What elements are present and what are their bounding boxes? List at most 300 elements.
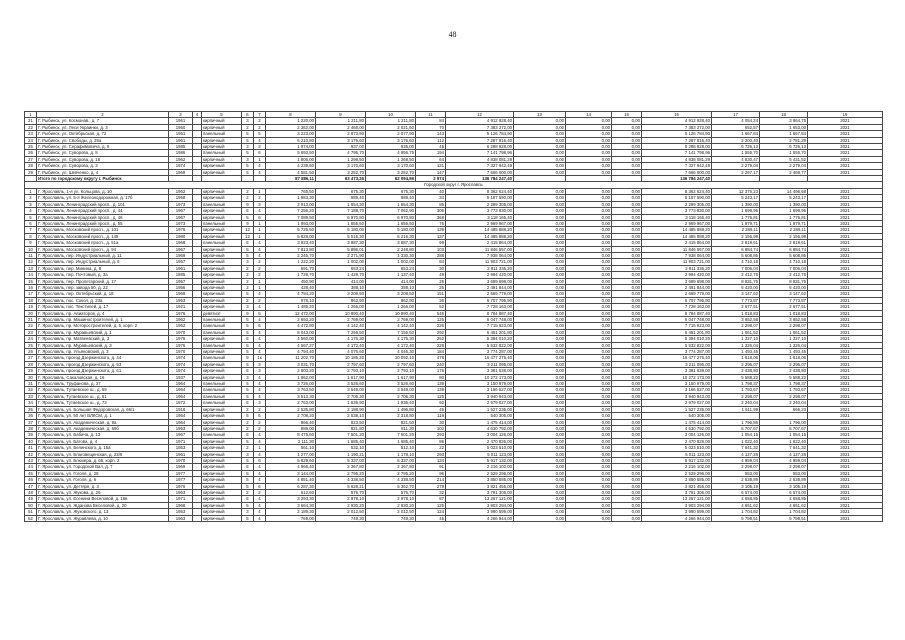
table-cell: 22 (416, 445, 446, 451)
table-cell: 2021 (808, 227, 883, 233)
table-cell: 2 (242, 284, 254, 290)
table-cell: 1 493,45 (712, 349, 760, 355)
table-cell: Г. Ярославль, проезд Дзержинского, д. 61 (37, 368, 169, 374)
table-cell: 0,00 (612, 451, 642, 457)
table-cell: 5 (254, 310, 266, 316)
table-cell: 0,00 (566, 150, 612, 156)
table-cell: 1967 (169, 208, 193, 214)
table-cell: 125 (416, 502, 446, 508)
table-cell: 1953 (169, 297, 193, 303)
table-cell: 1967 (169, 246, 193, 252)
table-cell: 1961 (169, 118, 193, 124)
table-cell: 823,50 (316, 419, 366, 425)
table-cell: 2021 (808, 336, 883, 342)
table-cell: 5 799,51 (712, 515, 760, 521)
table-cell: 2021 (808, 272, 883, 278)
table-cell: Г. Ярославль, проезд Дзержинского, д. 53 (37, 361, 169, 367)
table-cell: 2 200,40 (712, 137, 760, 143)
table-cell: 5 588,22 (760, 374, 808, 380)
table-cell: 5 532 822,00 (642, 342, 712, 348)
table-cell: 1 654,30 (366, 201, 416, 207)
table-cell: 5 011 123,00 (446, 451, 514, 457)
table-cell: 2 797,60 (316, 361, 366, 367)
table-cell: кирпичный (202, 470, 242, 476)
table-cell: 0,00 (514, 272, 566, 278)
table-cell: 1 220,00 (266, 118, 316, 124)
table-cell: 0,00 (566, 317, 612, 323)
table-cell: 4 956,75 (366, 150, 416, 156)
table-cell: 49 (416, 272, 446, 278)
table-cell: 4 266 944,00 (446, 515, 514, 521)
table-cell: 3 549,00 (366, 387, 416, 393)
table-cell: 5 337,00 (316, 457, 366, 463)
table-cell: 176 (416, 368, 446, 374)
table-cell: 12 472,00 (266, 310, 316, 316)
table-cell: 0,00 (612, 393, 642, 399)
table-cell: 0,00 (612, 419, 642, 425)
table-cell: 0,00 (514, 438, 566, 444)
table-cell: 4 076,60 (316, 349, 366, 355)
table-cell: 2 412,75 (760, 272, 808, 278)
table-cell: 0,00 (514, 124, 566, 130)
table-cell: кирпичный (202, 406, 242, 412)
table-cell: 5 (242, 393, 254, 399)
table-cell: Г. Ярославль, пр. Матвеевский, д. 3 (37, 336, 169, 342)
table-cell: 0,00 (566, 438, 612, 444)
table-cell: 240 (416, 361, 446, 367)
table-cell: 1 729,70 (266, 272, 316, 278)
table-cell: кирпичный (202, 336, 242, 342)
table-cell: 2 763,00 (266, 400, 316, 406)
table-cell: 5 216,30 (366, 233, 416, 239)
table-cell: 1 496,80 (366, 406, 416, 412)
table-cell: 3 144,00 (266, 470, 316, 476)
table-cell: 51 (25, 509, 37, 515)
table-cell: 2 156,99 (760, 233, 808, 239)
table-cell: 4 (254, 304, 266, 310)
table-cell: 103 (416, 246, 446, 252)
table-cell: 39 (25, 432, 37, 438)
table-cell: 4 142,40 (316, 323, 366, 329)
table-cell: 0,00 (612, 445, 642, 451)
table-cell: 0,00 (612, 515, 642, 521)
table-cell: 13 (25, 265, 37, 271)
table-cell: 675,30 (316, 188, 366, 194)
table-cell: 4 (254, 329, 266, 335)
table-cell: 2021 (808, 246, 883, 252)
table-cell: 0,00 (566, 515, 612, 521)
table-cell: 2 298,07 (712, 464, 760, 470)
table-cell: 512,10 (366, 445, 416, 451)
table-cell: 38 (25, 425, 37, 431)
table-cell: 2 216 102,00 (446, 464, 514, 470)
table-cell: 4 710,19 (712, 259, 760, 265)
table-cell: 3 773 830,00 (642, 208, 712, 214)
table-cell: 1к (254, 355, 266, 361)
table-cell: 2 (254, 195, 266, 201)
table-cell: 2021 (808, 118, 883, 124)
table-cell: 5 (242, 502, 254, 508)
table-cell: 5 (242, 214, 254, 220)
table-cell: 1 190,21 (316, 451, 366, 457)
table-cell: 6 726,13 (712, 144, 760, 150)
table-cell: 0,00 (612, 278, 642, 284)
table-cell: 989,40 (366, 195, 416, 201)
table-cell: кирпичный (202, 438, 242, 444)
table-cell: 0,00 (514, 445, 566, 451)
table-cell: 2 994 420,00 (642, 272, 712, 278)
table-cell: 5 (254, 131, 266, 137)
table-cell: 0,00 (514, 419, 566, 425)
table-cell: 84 (416, 118, 446, 124)
table-cell: 0,00 (566, 419, 612, 425)
table-cell: 2 289,11 (760, 227, 808, 233)
table-cell: 7 641,32 (712, 445, 760, 451)
table-cell: 1962 (169, 188, 193, 194)
table-cell: 0,00 (566, 361, 612, 367)
table-cell: 0,00 (612, 304, 642, 310)
table-cell: 1976 (169, 342, 193, 348)
table-cell: кирпичный (202, 483, 242, 489)
table-cell: Г. Ярославль, ул. Блюхера, д. 66, корп. 2 (37, 457, 169, 463)
table-cell: кирпичный (202, 188, 242, 194)
table-cell: 1 054,15 (760, 432, 808, 438)
table-cell: 5 (242, 169, 254, 175)
table-cell: 226 (416, 323, 446, 329)
table-cell: 0,00 (612, 144, 642, 150)
table-cell: 2 795,20 (316, 470, 366, 476)
table-cell: 5 (242, 432, 254, 438)
table-cell: 1 635,90 (316, 400, 366, 406)
table-cell: 3 (242, 509, 254, 515)
table-cell: 6 707 795,90 (642, 297, 712, 303)
table-cell: 0,00 (612, 124, 642, 130)
table-cell: 2021 (808, 355, 883, 361)
table-cell: 1 618,06 (760, 355, 808, 361)
table-cell: 5 187 590,00 (446, 195, 514, 201)
table-cell: 0,00 (612, 297, 642, 303)
table-cell: 1973 (169, 201, 193, 207)
table-cell: Г. Ярославль, Ленинградский просп., д. 44 (37, 208, 169, 214)
table-cell: 2 978,10 (316, 496, 366, 502)
table-cell: 2 267,17 (712, 169, 760, 175)
table-cell: 1 390,00 (712, 201, 760, 207)
table-cell: 1 935,40 (366, 400, 416, 406)
table-row (25, 515, 883, 521)
table-cell: 4 338,50 (316, 477, 366, 483)
table-cell: 1950 (169, 124, 193, 130)
table-cell: кирпичный (202, 272, 242, 278)
table-cell: 2021 (808, 470, 883, 476)
table-cell: 1 983,30 (266, 195, 316, 201)
table-cell: 2 (242, 297, 254, 303)
table-cell: 3 864,75 (760, 118, 808, 124)
table-cell: 2 979 027,00 (642, 400, 712, 406)
table-cell: 0,00 (514, 355, 566, 361)
table-cell: 7 089,50 (266, 214, 316, 220)
table-cell: 0,00 (612, 195, 642, 201)
table-cell: 1973 (169, 220, 193, 226)
table-cell: 0,00 (566, 489, 612, 495)
table-cell: 1986 (169, 150, 193, 156)
table-cell: кирпичный (202, 144, 242, 150)
table-cell: 3 252,70 (366, 169, 416, 175)
table-cell: 1 655,50 (366, 220, 416, 226)
table-cell: 9 (242, 201, 254, 207)
table-cell: 0,00 (566, 214, 612, 220)
table-cell: 42 (25, 451, 37, 457)
table-cell: 2 793,10 (366, 368, 416, 374)
table-cell: кирпичный (202, 169, 242, 175)
table-cell: 1 806,00 (266, 156, 316, 162)
table-cell: 87 (416, 496, 446, 502)
table-cell: 0,00 (612, 483, 642, 489)
table-cell: 0,00 (514, 349, 566, 355)
table-cell: Г. Ярославль, ул. Жукова, д. 26 (37, 489, 169, 495)
table-cell: 0,00 (514, 368, 566, 374)
table-cell: 5 (242, 336, 254, 342)
table-cell: 4 959,04 (760, 457, 808, 463)
table-cell: 414,00 (316, 278, 366, 284)
table-cell: 14 485 888,20 (446, 227, 514, 233)
table-cell: Г. Ярославль, Ленинградский просп., д. 46 (37, 214, 169, 220)
table-cell: 1 (254, 284, 266, 290)
table-cell: 0,00 (612, 227, 642, 233)
table-cell: 7 327 942,49 (446, 163, 514, 169)
table-cell: 540 305,00 (446, 413, 514, 419)
table-cell: 2 (254, 124, 266, 130)
table-cell: 1 793,67 (712, 387, 760, 393)
table-cell: 2 470 826,00 (446, 438, 514, 444)
table-cell: 1969 (169, 464, 193, 470)
table-cell: Г. Ярославль, проезд Дзержинского, д. 44 (37, 355, 169, 361)
table-cell: 2 (254, 259, 266, 265)
table-cell: 7 188,70 (316, 208, 366, 214)
table-cell: 0,00 (612, 284, 642, 290)
table-cell: 0,00 (612, 188, 642, 194)
table-cell: 2 677,51 (760, 304, 808, 310)
table-cell: 1 327,10 (712, 336, 760, 342)
table-cell: 0,00 (612, 368, 642, 374)
table-cell: 4 172,40 (366, 342, 416, 348)
table-cell: 136 784 247,40 (446, 176, 514, 182)
table-cell: Г. Рыбинск, ул. Суворова, д. 8 (37, 150, 169, 156)
table-cell: 1985 (169, 144, 193, 150)
table-cell: 2 240,04 (712, 400, 760, 406)
page-number: 48 (448, 30, 457, 39)
table-cell: 0,00 (514, 137, 566, 143)
table-cell: 532,10 (316, 445, 366, 451)
table-cell: 2 638,89 (760, 477, 808, 483)
table-cell: 5 532 822,00 (446, 342, 514, 348)
table-cell: кирпичный (202, 304, 242, 310)
table-cell: 0,00 (514, 323, 566, 329)
table-cell: 2 818,61 (760, 240, 808, 246)
table-cell: 151 (416, 291, 446, 297)
table-cell: 11 903 721,00 (446, 259, 514, 265)
table-cell: 4 630,47 (712, 156, 760, 162)
table-cell: 64 (416, 156, 446, 162)
table-cell: 2 (242, 188, 254, 194)
table-cell: 5 362,70 (366, 483, 416, 489)
table-cell: 2021 (808, 131, 883, 137)
table-cell: 1 776,81 (760, 214, 808, 220)
table-cell: 2 795,20 (366, 470, 416, 476)
table-cell: 8 (266, 112, 316, 118)
table-cell: 7 141 798,96 (446, 150, 514, 156)
table-cell: 3 (242, 451, 254, 457)
table-cell: Г. Ярославль, Труфанова, д. 37 (37, 381, 169, 387)
table-cell: 40 (416, 188, 446, 194)
table-cell: 3 (254, 400, 266, 406)
table-cell: 3 118 165,40 (642, 214, 712, 220)
table-cell: 3 699 698,00 (642, 278, 712, 284)
table-cell: 18 (25, 297, 37, 303)
table-cell: 612,60 (266, 489, 316, 495)
table-cell: 5 829,60 (266, 457, 316, 463)
table-cell: 3 774 287,00 (446, 349, 514, 355)
table-cell: 4 581,50 (266, 169, 316, 175)
table-cell: 17 (712, 112, 760, 118)
table-cell: 545 (416, 310, 446, 316)
table-cell: 2 299 305,00 (446, 201, 514, 207)
table-cell: 2 706,30 (366, 393, 416, 399)
table-cell: 12 (242, 227, 254, 233)
table-cell: 0,00 (514, 432, 566, 438)
table-cell: 0,00 (612, 342, 642, 348)
table-cell: 1951 (169, 131, 193, 137)
table-cell: Г. Рыбинск, ул. Суворова, д. 18 (37, 156, 169, 162)
table-cell: 553,00 (760, 470, 808, 476)
table-cell: 576,70 (366, 489, 416, 495)
table-cell: 4 (254, 438, 266, 444)
table-cell: 1 527 235,00 (642, 406, 712, 412)
table-cell: 5 (242, 208, 254, 214)
table-cell: 1 061,52 (712, 329, 760, 335)
table-cell: 652,57 (712, 124, 760, 130)
table-cell: панельный (202, 342, 242, 348)
table-cell: 1 555,70 (760, 150, 808, 156)
table-cell: 866,40 (266, 419, 316, 425)
table-cell: 5 (242, 438, 254, 444)
table-cell: кирпичный (202, 265, 242, 271)
table-cell: 30 (416, 419, 446, 425)
table-cell: 0,00 (566, 323, 612, 329)
table-cell: 3 887,30 (366, 240, 416, 246)
table-cell: 112 (416, 137, 446, 143)
table-cell: 6 420,00 (712, 284, 760, 290)
table-cell: 1969 (169, 291, 193, 297)
table-cell: 2021 (808, 477, 883, 483)
table-cell: 0,00 (612, 374, 642, 380)
table-cell: 0,00 (566, 259, 612, 265)
table-cell: 7 938 064,00 (446, 252, 514, 258)
table-cell: 0,00 (612, 163, 642, 169)
table-cell: 5 (242, 457, 254, 463)
table-cell: 4 (254, 349, 266, 355)
table-cell: девятиэт (202, 310, 242, 316)
table-cell: 0,00 (612, 413, 642, 419)
table-cell: 1963 (169, 515, 193, 521)
table-cell: Г. Ярославль, Московский просп., д. 101 (37, 227, 169, 233)
table-cell: 6 884,74 (712, 246, 760, 252)
table-cell: 3 (254, 368, 266, 374)
table-cell: 5 (242, 349, 254, 355)
table-cell: 0,00 (612, 233, 642, 239)
table-cell: 7 715 923,00 (642, 323, 712, 329)
table-cell: 1 298,50 (316, 156, 366, 162)
table-cell: Г. Ярославль, пр. Машиностроителей, д. 1 (37, 317, 169, 323)
table-cell: 1 485,20 (266, 304, 316, 310)
table-cell: 3 223,00 (266, 131, 316, 137)
table-cell: 3 147,62 (760, 291, 808, 297)
table-cell: панельный (202, 240, 242, 246)
table-cell: 0,00 (612, 489, 642, 495)
table-cell: 0,00 (566, 304, 612, 310)
table-cell: 1937 (169, 374, 193, 380)
table-cell: 12 (446, 112, 514, 118)
table-cell (193, 515, 202, 521)
table-cell: 34 (25, 400, 37, 406)
table-cell: 0,00 (566, 368, 612, 374)
table-cell: кирпичный (202, 118, 242, 124)
table-cell: 1 979,71 (760, 220, 808, 226)
table-cell: 0,00 (612, 118, 642, 124)
table-cell: 5 394 010,20 (446, 336, 514, 342)
table-cell: 2 811 335,20 (642, 265, 712, 271)
table-cell: 1 617,90 (316, 374, 366, 380)
table-cell: 16 477 275,40 (446, 355, 514, 361)
table-cell: 2 469,77 (760, 169, 808, 175)
table-cell: Г. Ярославль, 1-я ул. Кольцова, д. 10 (37, 188, 169, 194)
table-cell: 576,70 (316, 489, 366, 495)
table-cell: 3 118 165,40 (446, 214, 514, 220)
table-cell: 1969 (169, 169, 193, 175)
table-cell: 1 979,71 (712, 220, 760, 226)
table-cell: 5 886,01 (316, 246, 366, 252)
table-cell: кирпичный (202, 451, 242, 457)
table-cell: 1970 (169, 349, 193, 355)
table-cell: 3 004 126,00 (642, 432, 712, 438)
table-cell: 2021 (808, 297, 883, 303)
table-cell: 2021 (808, 381, 883, 387)
table-cell: 2 930,20 (316, 502, 366, 508)
table-cell: 2021 (808, 137, 883, 143)
table-cell: 2021 (808, 304, 883, 310)
table-cell: 1962 (169, 156, 193, 162)
table-cell: 3 (242, 304, 254, 310)
table-cell: 0,00 (514, 220, 566, 226)
table-cell: 0,00 (566, 144, 612, 150)
table-cell: 184 (416, 349, 446, 355)
table-cell: 7 383 272,00 (446, 124, 514, 130)
table-cell: 1 796,00 (760, 419, 808, 425)
table-cell: 147 (416, 169, 446, 175)
table-cell: 1 527 235,00 (446, 406, 514, 412)
table-cell: 2021 (808, 144, 883, 150)
table-cell: 0,00 (566, 310, 612, 316)
table-cell: 2 438,80 (760, 368, 808, 374)
table-cell: 5 (242, 381, 254, 387)
table-cell: 0,00 (514, 496, 566, 502)
table-cell: 1 798,37 (760, 381, 808, 387)
table-cell: 765,50 (266, 188, 316, 194)
table-cell: 1 002,00 (366, 259, 416, 265)
table-cell: Г. Ярославль, Московский просп., д. 51а (37, 240, 169, 246)
table-cell: 12 (25, 259, 37, 265)
table-cell: 7 501,20 (316, 432, 366, 438)
table-cell: 749,30 (316, 515, 366, 521)
